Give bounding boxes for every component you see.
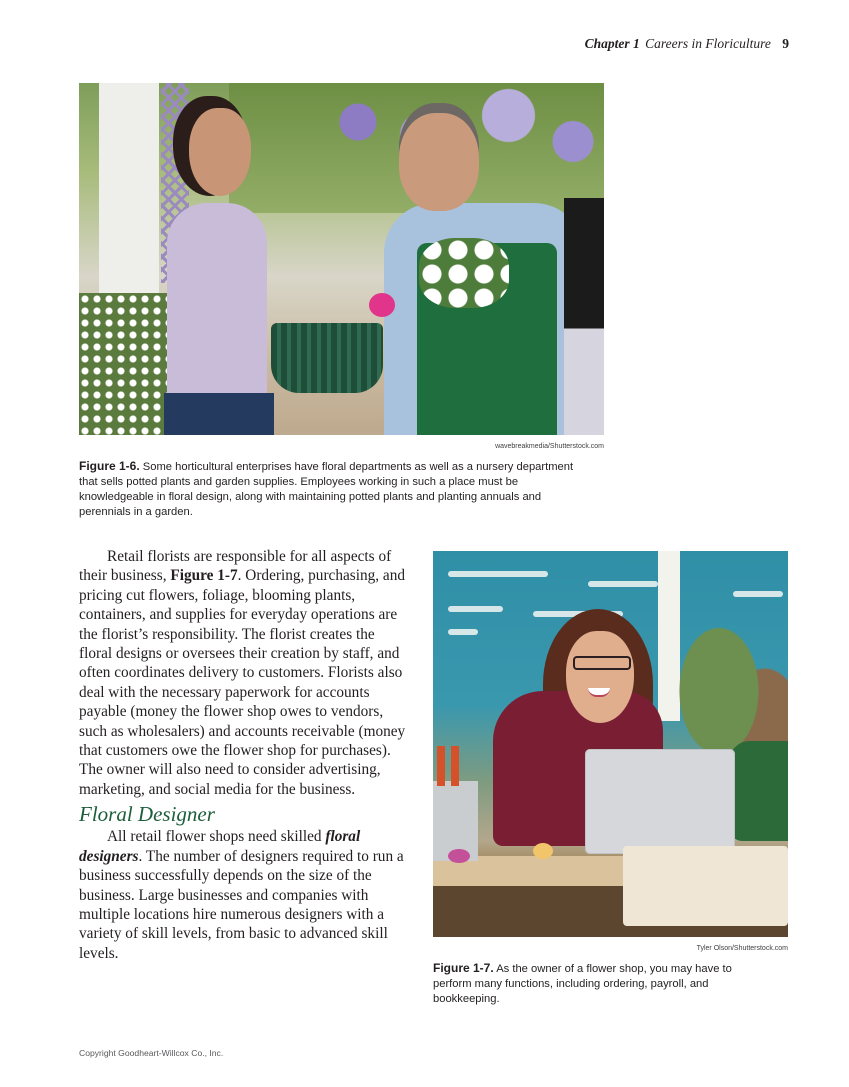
paragraph-text: . The number of designers required to run a business successfully depends on the size of the business. Large businesses and companies with multiple locations hire numerous designers with a variety of skill levels, from basic to advanced skill levels.: [79, 847, 404, 962]
figure-1-7-photo: [433, 551, 788, 937]
woman-jeans: [164, 393, 274, 435]
white-petunia-pot: [419, 238, 509, 308]
figure-1-7-caption: [433, 961, 773, 1007]
figure-1-6-caption-text: Some horticultural enterprises have floral departments as well as a nursery department that sells potted plants and garden supplies. Employees working in such a place must be knowledgeable in floral design, along with maintaining potted plants and planting annuals and perennials in a garden.: [79, 461, 574, 518]
section-heading: Floral Designer: [79, 802, 215, 827]
light-stripe: [448, 606, 503, 612]
chapter-title: Careers in Floriculture: [645, 36, 771, 51]
woman-face: [566, 631, 634, 723]
paragraph-text: . Ordering, purchasing, and pricing cut flowers, foliage, blooming plants, containers, and supplies for everyday operations are the florist’s responsibility. The florist creates the floral designs or oversees their creation by staff, and often coordinates delivery to customers. Florists also deal with the necessary paperwork for accounts payable (money the flower shop owes to vendors, such as wholesalers) and accounts receivable (money that customers owe the flower shop for purchases). The owner will also need to consider advertising, marketing, and social media for the business.: [79, 567, 406, 798]
paragraph-text: All retail flower shops need skilled: [107, 828, 326, 846]
figure-1-6-caption: [79, 459, 594, 520]
woman-head: [189, 108, 251, 196]
copyright-footer: Copyright Goodheart-Willcox Co., Inc.: [79, 1048, 224, 1058]
paper-stack: [623, 846, 788, 926]
figure-1-6-credit: wavebreakmedia/Shutterstock.com: [495, 443, 604, 450]
white-flower-bed: [79, 293, 174, 435]
light-stripe: [588, 581, 658, 587]
figure-1-7-label: Figure 1-7.: [433, 961, 494, 975]
woman-lavender-shirt: [167, 203, 267, 413]
running-head: [585, 36, 789, 52]
paragraph-floral-designer: [79, 827, 409, 963]
figure-1-7-caption-text: As the owner of a flower shop, you may have to perform many functions, including ordering, payroll, and bookkeeping.: [433, 963, 732, 1005]
pruning-shears: [437, 746, 477, 786]
paragraph-retail-florists: [79, 547, 409, 799]
paragraph-text: Retail florists are responsible for all aspects of their business,: [79, 548, 392, 585]
body-text-column: [79, 547, 409, 963]
light-stripe: [448, 571, 548, 577]
pink-flower: [369, 293, 395, 317]
white-pillar: [99, 83, 159, 313]
light-stripe: [448, 629, 478, 635]
figure-1-7-credit: Tyler Olson/Shutterstock.com: [696, 945, 788, 952]
background-person: [564, 198, 604, 435]
man-head: [399, 113, 479, 211]
laptop: [585, 749, 735, 854]
figure-1-6-photo: [79, 83, 604, 435]
page-number: 9: [782, 36, 789, 51]
green-basket: [271, 323, 383, 393]
figure-1-6-label: Figure 1-6.: [79, 459, 140, 473]
yellow-rose: [533, 843, 553, 859]
key-term: floral designers: [79, 828, 361, 865]
figure-reference-link[interactable]: Figure 1-7: [170, 567, 238, 585]
chapter-number: Chapter 1: [584, 36, 640, 51]
pink-petals: [448, 849, 470, 863]
eyeglasses: [573, 656, 631, 670]
